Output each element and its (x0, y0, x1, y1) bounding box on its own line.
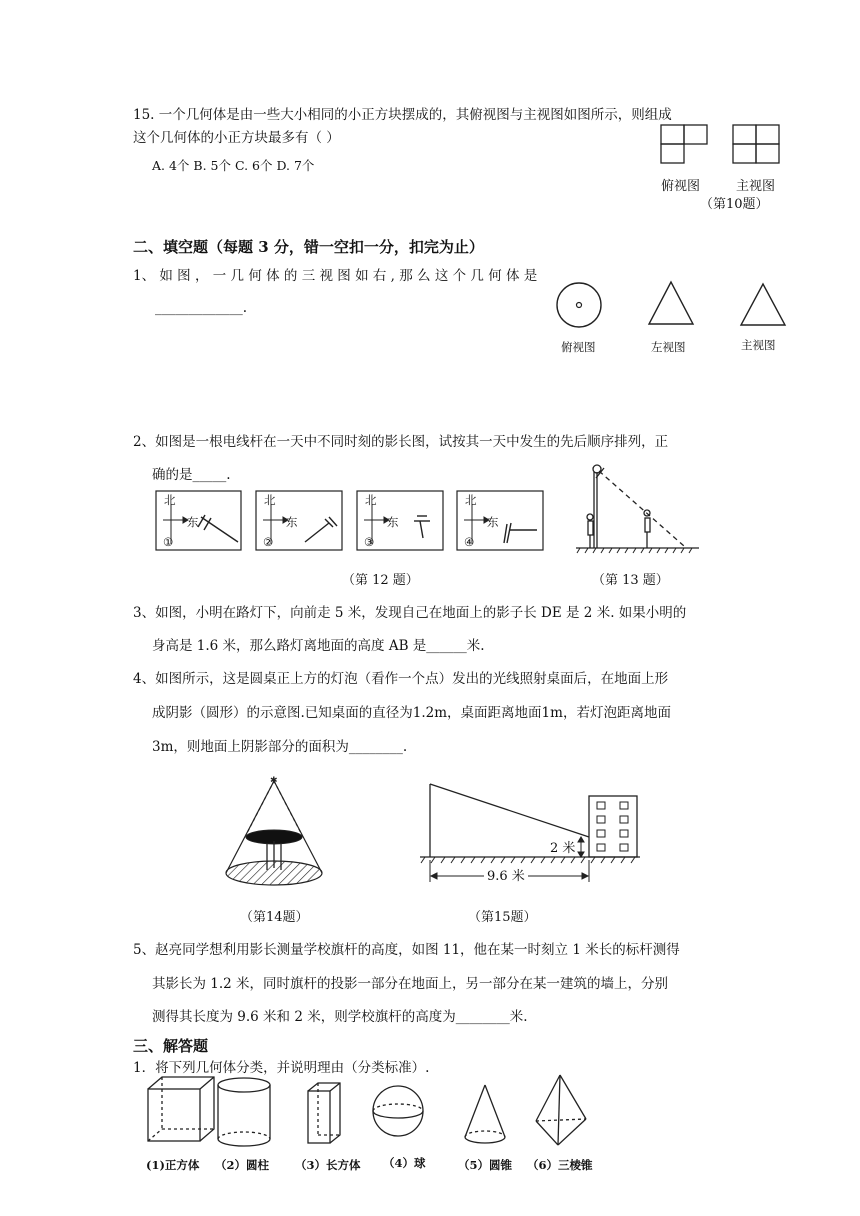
north-label-4: 北 (465, 493, 477, 507)
s2-q3-line2: 身高是 1.6 米，那么路灯离地面的高度 AB 是______米. (152, 638, 485, 654)
s2-q4-line1: 4、如图所示，这是圆桌正上方的灯泡（看作一个点）发出的光线照射桌面后，在地面上形 (133, 671, 669, 687)
street-lamp-figure (574, 460, 704, 555)
box-num-4: ④ (464, 535, 475, 549)
svg-text:✱: ✱ (270, 776, 278, 786)
east-label-3: 东 (387, 515, 399, 529)
north-label-2: 北 (264, 493, 276, 507)
q15-figure-caption: （第10题） (700, 197, 769, 212)
s2-q1-blank: _____________. (155, 300, 248, 316)
east-label-2: 东 (286, 515, 298, 529)
cuboid-icon (308, 1083, 340, 1143)
section3-heading: 三、解答题 (133, 1037, 209, 1055)
cone-icon (465, 1085, 505, 1143)
label-left-view: 左视图 (651, 340, 686, 354)
q15-front-view-label: 主视图 (736, 179, 776, 194)
ground-length-label: 9.6 米 (484, 868, 528, 886)
three-views-figure (552, 280, 792, 335)
front-view-icon (733, 125, 779, 163)
box-num-3: ③ (364, 535, 375, 549)
label-top-view: 俯视图 (561, 340, 596, 354)
top-view-icon (661, 125, 707, 163)
flagpole-figure (415, 780, 645, 890)
s2-q2-line1: 2、如图是一根电线杆在一天中不同时刻的影长图，试按其一天中发生的先后顺序排列，正 (133, 434, 669, 450)
solid-label-6: （6）三棱锥 (527, 1158, 593, 1172)
box-num-2: ② (263, 535, 274, 549)
lamp-table-figure (218, 775, 333, 890)
circle-top-view-icon (557, 283, 601, 327)
section2-heading: 二、填空题（每题 3 分，错一空扣一分，扣完为止） (133, 238, 484, 256)
s3-q1-text: 1．将下列几何体分类，并说明理由（分类标准）. (133, 1060, 430, 1076)
s2-q4-line2: 成阴影（圆形）的示意图.已知桌面的直径为1.2m，桌面距离地面1m，若灯泡距离地面 (152, 705, 671, 721)
cylinder-icon (218, 1078, 270, 1146)
shadow-2 (305, 523, 329, 542)
s2-q5-line2: 其影长为 1.2 米，同时旗杆的投影一部分在地面上，另一部分在某一建筑的墙上，分别 (152, 976, 669, 992)
s2-q3-line1: 3、如图，小明在路灯下，向前走 5 米，发现自己在地面上的影子长 DE 是 2 米. 如果小明的 (133, 605, 687, 621)
solid-label-1: (1)正方体 (146, 1158, 200, 1172)
north-label-3: 北 (365, 493, 377, 507)
shadow-1 (201, 517, 238, 542)
caption-14: （第14题） (240, 910, 309, 925)
east-label-1: 东 (187, 515, 199, 529)
triangle-left-view-icon (649, 282, 693, 324)
east-label-4: 东 (487, 515, 499, 529)
q15-views-figure (660, 124, 780, 166)
light-ray (599, 471, 684, 546)
solids-figure (140, 1075, 610, 1155)
solid-label-3: （3）长方体 (295, 1158, 361, 1172)
s2-q4-line3: 3m，则地面上阴影部分的面积为________. (152, 739, 408, 755)
q15-line2: 这个几何体的小正方块最多有（ ） (133, 130, 340, 146)
caption-15: （第15题） (468, 910, 537, 925)
q15-line1: 15. 一个几何体是由一些大小相同的小正方块摆成的，其俯视图与主视图如图所示，则组成 (133, 107, 672, 123)
solid-label-5: （5）圆锥 (458, 1158, 513, 1172)
s2-q5-line1: 5、赵亮同学想利用影长测量学校旗杆的高度，如图 11，他在某一时刻立 1 米长的标杆测得 (133, 942, 680, 958)
triangular-pyramid-icon (536, 1075, 586, 1145)
s2-q2-line2: 确的是_____. (152, 467, 231, 483)
caption-12: （第 12 题） (342, 573, 419, 588)
cube-icon (148, 1077, 214, 1141)
wall-height-label: 2 米 (550, 841, 576, 856)
caption-13: （第 13 题） (592, 573, 669, 588)
q15-options: A. 4个 B. 5个 C. 6个 D. 7个 (152, 158, 315, 173)
box-num-1: ① (163, 535, 174, 549)
sphere-icon (373, 1086, 423, 1136)
s2-q5-line3: 测得其长度为 9.6 米和 2 米，则学校旗杆的高度为________米. (152, 1009, 528, 1025)
s2-q1-text: 1、 如 图 ， 一 几 何 体 的 三 视 图 如 右 , 那 么 这 个 几 何 体 是 (133, 268, 538, 284)
solid-label-4: （4）球 (383, 1156, 426, 1170)
solid-label-2: （2）圆柱 (215, 1158, 270, 1172)
north-label-1: 北 (164, 493, 176, 507)
q15-top-view-label: 俯视图 (661, 179, 701, 194)
label-front-view: 主视图 (741, 338, 776, 352)
triangle-front-view-icon (741, 284, 785, 325)
